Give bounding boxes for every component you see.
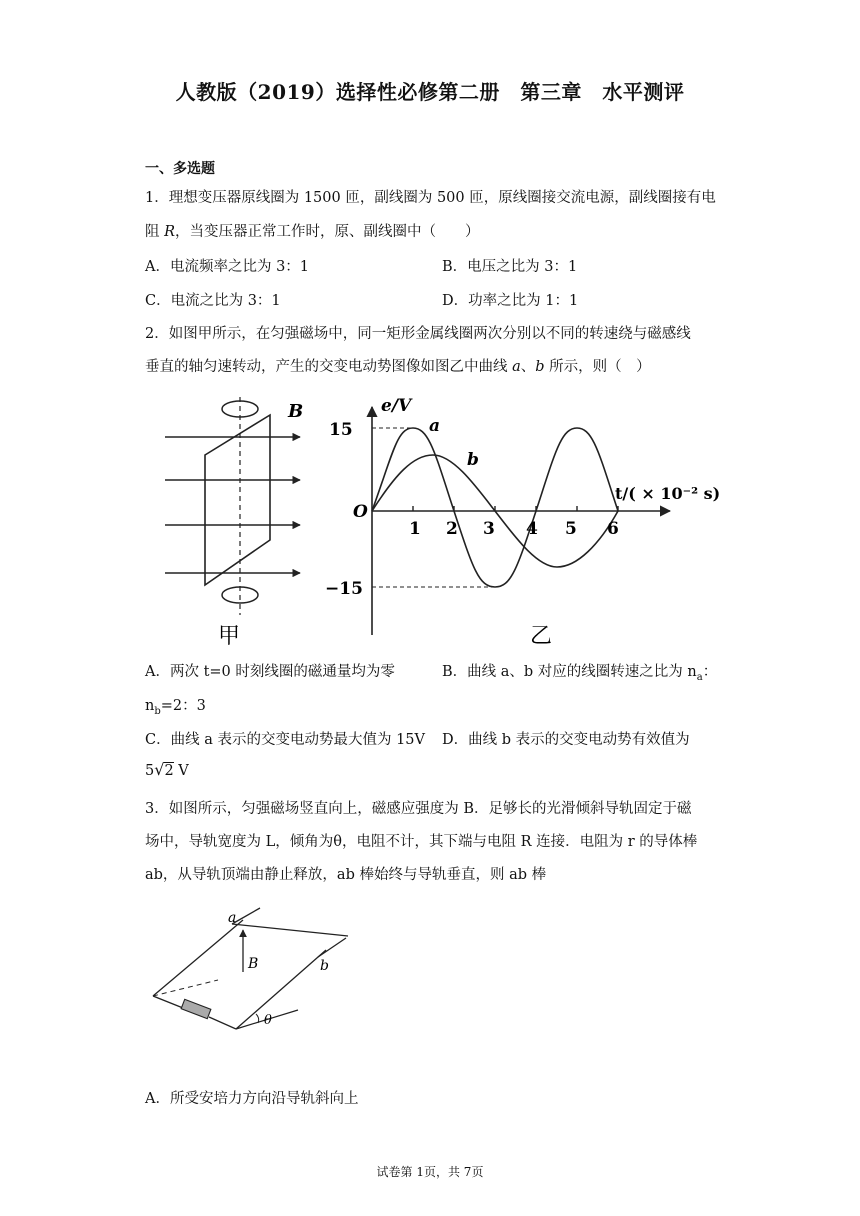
q3-line-3: ab，从导轨顶端由静止释放，ab 棒始终与导轨垂直，则 ab 棒 bbox=[145, 867, 547, 883]
q3-label-theta: θ bbox=[264, 1013, 272, 1028]
q2-line-1: 2．如图甲所示，在匀强磁场中，同一矩形金属线圈两次分别以不同的转速绕与磁感线 bbox=[145, 326, 691, 342]
x-tick-4: 4 bbox=[526, 519, 538, 539]
curve-a-label: a bbox=[429, 416, 441, 436]
q3-line-2: 场中，导轨宽度为 L，倾角为θ，电阻不计，其下端与电阻 R 连接．电阻为 r 的导体棒 bbox=[145, 834, 698, 850]
x-tick-2: 2 bbox=[446, 519, 458, 539]
q3-option-a: A．所受安培力方向沿导轨斜向上 bbox=[145, 1091, 359, 1107]
q2-option-b-line-2: $n_b=2$：3 bbox=[145, 698, 206, 717]
x-tick-5: 5 bbox=[565, 519, 577, 539]
q2-option-c: C．曲线 a 表示的交变电动势最大值为 15V bbox=[145, 732, 425, 748]
page-footer: 试卷第 1页，共 7页 bbox=[376, 1165, 484, 1179]
q3-label-b: b bbox=[320, 958, 329, 974]
x-tick-6: 6 bbox=[607, 519, 619, 539]
y-axis-label: e/V bbox=[381, 396, 412, 416]
q1-line-1: 1．理想变压器原线圈为 1500 匝，副线圈为 500 匝，原线圈接交流电源，副线圈接有电 bbox=[145, 190, 716, 206]
q3-line-1: 3．如图所示，匀强磁场竖直向上，磁感应强度为 B．足够长的光滑倾斜导轨固定于磁 bbox=[145, 801, 692, 817]
q1-option-c: C．电流之比为 3：1 bbox=[145, 293, 281, 309]
y-tick-bottom: −15 bbox=[325, 579, 363, 599]
q1-option-b: B．电压之比为 3：1 bbox=[442, 259, 578, 275]
origin-label: O bbox=[353, 502, 368, 522]
curve-b-label: b bbox=[467, 450, 479, 470]
x-axis-label: t/( × 10⁻² s) bbox=[615, 484, 721, 503]
q3-label-b-field: B bbox=[248, 956, 259, 972]
y-tick-top: 15 bbox=[329, 420, 353, 440]
q1-line-2: 阻 R，当变压器正常工作时，原、副线圈中（ ） bbox=[145, 224, 480, 240]
figure-inclined-rails bbox=[148, 902, 358, 1037]
figure-emf-graph bbox=[325, 395, 725, 650]
q2-option-b-line-1: B．曲线 a、b 对应的线圈转速之比为 $n_a$： bbox=[442, 664, 718, 683]
field-label-b: B bbox=[288, 401, 304, 422]
q2-option-d-value: 5√2 V bbox=[145, 760, 189, 779]
q2-option-a: A．两次 t=0 时刻线圈的磁通量均为零 bbox=[145, 664, 395, 680]
x-tick-1: 1 bbox=[409, 519, 421, 539]
q2-option-d: D．曲线 b 表示的交变电动势有效值为 bbox=[442, 732, 690, 748]
x-tick-3: 3 bbox=[483, 519, 495, 539]
section-heading: 一、多选题 bbox=[145, 161, 215, 177]
q3-label-a: a bbox=[228, 910, 237, 926]
figure-coil-in-field bbox=[150, 395, 320, 650]
figure-caption-jia: 甲 bbox=[218, 624, 241, 649]
figure-caption-yi: 乙 bbox=[530, 624, 553, 649]
q1-option-a: A．电流频率之比为 3：1 bbox=[145, 259, 310, 275]
page-title: 人教版（2019）选择性必修第二册 第三章 水平测评 bbox=[175, 80, 685, 104]
q1-option-d: D．功率之比为 1：1 bbox=[442, 293, 579, 309]
q2-line-2: 垂直的轴匀速转动，产生的交变电动势图像如图乙中曲线 a、b 所示，则（ ） bbox=[145, 359, 651, 375]
